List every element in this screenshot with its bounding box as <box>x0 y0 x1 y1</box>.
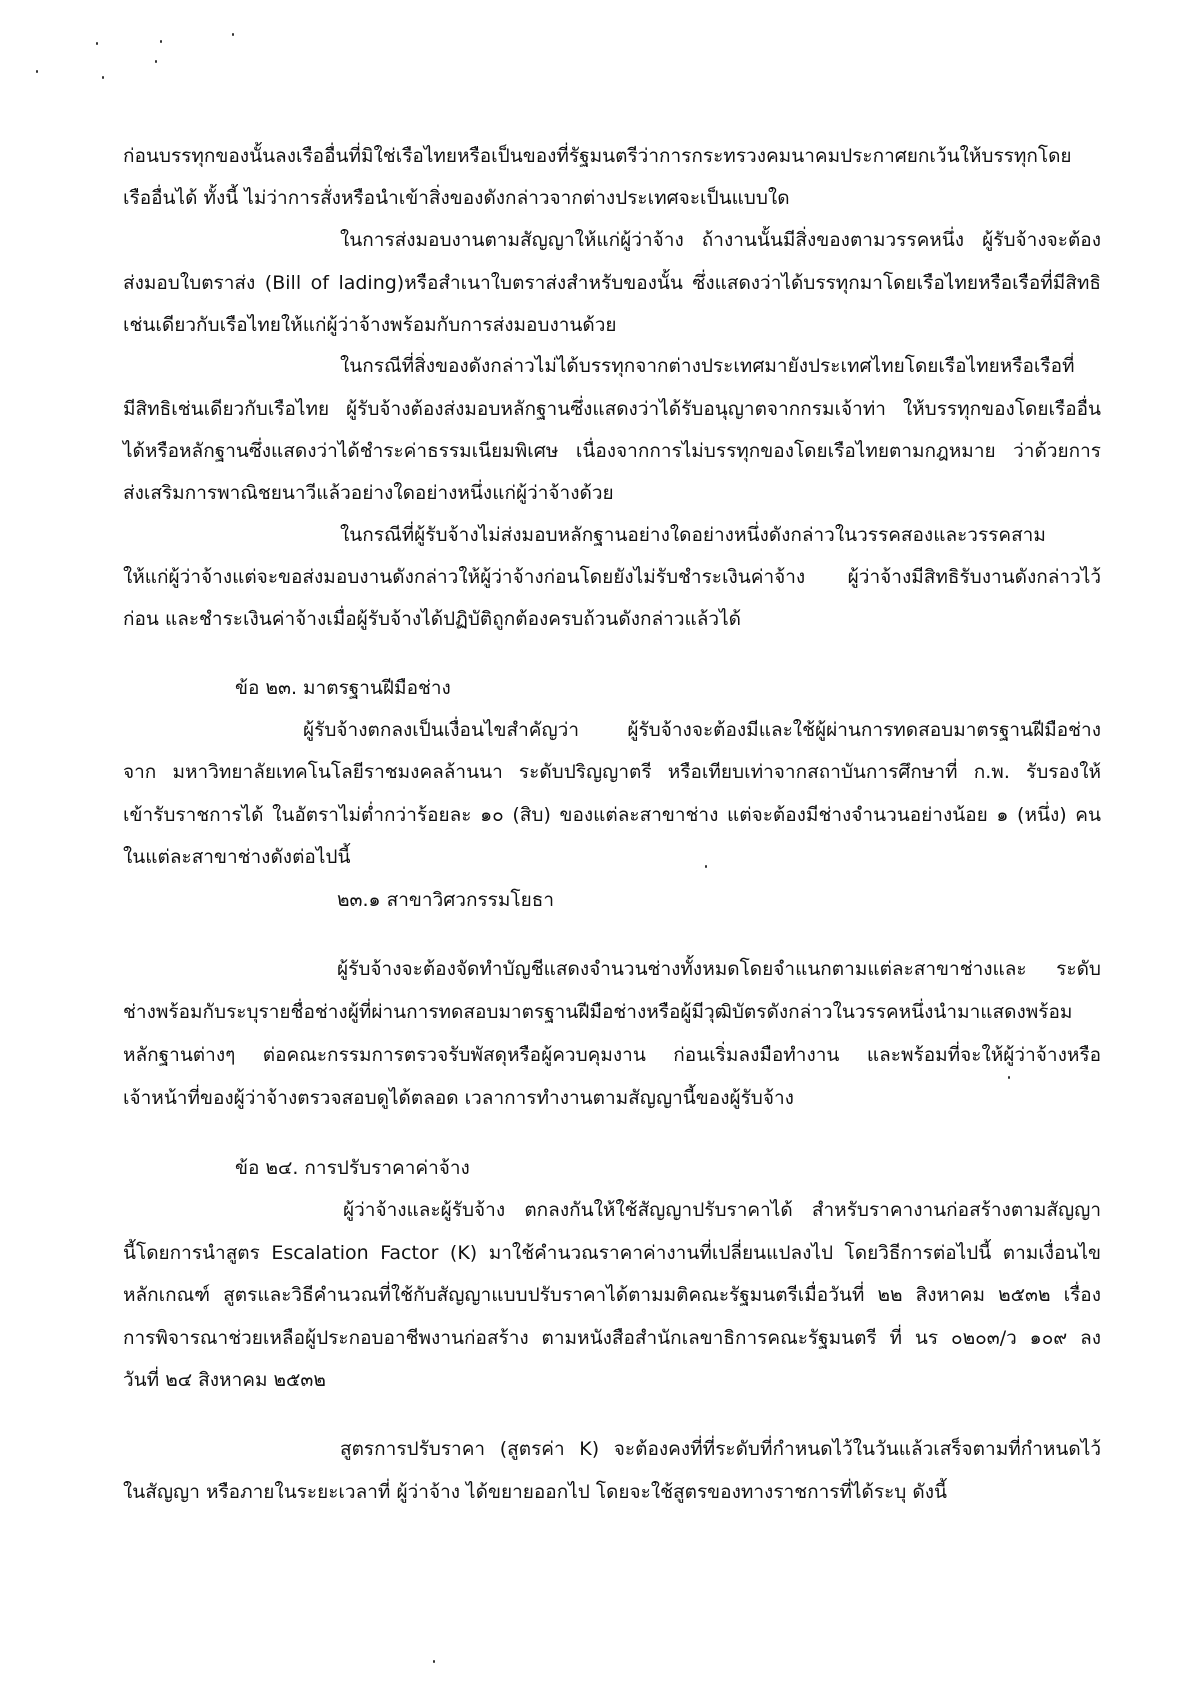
text-line: ให้แก่ผู้ว่าจ้างแต่จะขอส่งมอบงานดังกล่าวให้ผู้ว่าจ้างก่อนโดยยังไม่รับชำระเงินค่าจ้าง ผู้ว่าจ้างมีสิทธิรับงานดังกล่าวไว้ <box>123 566 1101 588</box>
text-line: เจ้าหน้าที่ของผู้ว่าจ้างตรวจสอบดูได้ตลอด เวลาการทำงานตามสัญญานี้ของผู้รับจ้าง <box>123 1087 794 1109</box>
section-heading: ข้อ ๒๓. มาตรฐานฝีมือช่าง <box>235 677 451 699</box>
scan-speck <box>433 1660 435 1663</box>
text-line: เรืออื่นได้ ทั้งนี้ ไม่ว่าการสั่งหรือนำเข้าสิ่งของดังกล่าวจากต่างประเทศจะเป็นแบบใด <box>123 187 790 209</box>
text-line: ในสัญญา หรือภายในระยะเวลาที่ ผู้ว่าจ้าง ได้ขยายออกไป โดยจะใช้สูตรของทางราชการที่ได้ระบุ ดังนี้ <box>123 1481 948 1503</box>
text-line: หลักเกณฑ์ สูตรและวิธีคำนวณที่ใช้กับสัญญาแบบปรับราคาได้ตามมติคณะรัฐมนตรีเมื่อวันที่ ๒๒ สิงหาคม ๒๕๓๒ เรื่อง <box>123 1284 1101 1306</box>
scan-speck <box>705 865 707 868</box>
text-line: ส่งมอบใบตราส่ง (Bill of lading)หรือสำเนาใบตราส่งสำหรับของนั้น ซึ่งแสดงว่าได้บรรทุกมาโดยเรือไทยหรือเรือที่มีสิทธิ <box>123 272 1101 294</box>
text-line: ช่างพร้อมกับระบุรายชื่อช่างผู้ที่ผ่านการทดสอบมาตรฐานฝีมือช่างหรือผู้มีวุฒิบัตรดังกล่าวในวรรคหนึ่งนำมาแสดงพร้อม <box>123 1001 1073 1023</box>
text-line: ก่อนบรรทุกของนั้นลงเรืออื่นที่มิใช่เรือไทยหรือเป็นของที่รัฐมนตรีว่าการกระทรวงคมนาคมประกาศยกเว้นให้บรรทุกโดย <box>123 145 1072 167</box>
paragraph-first-line: ผู้รับจ้างตกลงเป็นเงื่อนไขสำคัญว่า ผู้รับจ้างจะต้องมีและใช้ผู้ผ่านการทดสอบมาตรฐานฝีมือช่าง <box>303 719 1101 741</box>
scan-speck <box>155 60 157 63</box>
text-line: หลักฐานต่างๆ ต่อคณะกรรมการตรวจรับพัสดุหรือผู้ควบคุมงาน ก่อนเริ่มลงมือทำงาน และพร้อมที่จะให้ผู้ว่าจ้างหรือ <box>123 1044 1101 1066</box>
scan-speck <box>36 70 38 73</box>
text-line: ส่งเสริมการพาณิชยนาวีแล้วอย่างใดอย่างหนึ่งแก่ผู้ว่าจ้างด้วย <box>123 482 614 504</box>
text-line: การพิจารณาช่วยเหลือผู้ประกอบอาชีพงานก่อสร้าง ตามหนังสือสำนักเลขาธิการคณะรัฐมนตรี ที่ นร ๐๒๐๓/ว ๑๐๙ ลง <box>123 1327 1101 1349</box>
subsection-heading: ๒๓.๑ สาขาวิศวกรรมโยธา <box>337 889 555 911</box>
text-line: เช่นเดียวกับเรือไทยให้แก่ผู้ว่าจ้างพร้อมกับการส่งมอบงานด้วย <box>123 314 617 336</box>
text-line: ก่อน และชำระเงินค่าจ้างเมื่อผู้รับจ้างได้ปฏิบัติถูกต้องครบถ้วนดังกล่าวแล้วได้ <box>123 608 741 630</box>
scan-speck <box>1008 1076 1010 1079</box>
text-line: มีสิทธิเช่นเดียวกับเรือไทย ผู้รับจ้างต้องส่งมอบหลักฐานซึ่งแสดงว่าได้รับอนุญาตจากกรมเจ้าท่า ให้บรรทุกของโดยเรืออื่น <box>123 398 1101 420</box>
paragraph-first-line: ผู้รับจ้างจะต้องจัดทำบัญชีแสดงจำนวนช่างทั้งหมดโดยจำแนกตามแต่ละสาขาช่างและ ระดับ <box>337 958 1101 980</box>
paragraph-first-line: สูตรการปรับราคา (สูตรค่า K) จะต้องคงที่ที่ระดับที่กำหนดไว้ในวันแล้วเสร็จตามที่กำหนดไว้ <box>340 1438 1101 1460</box>
text-line: วันที่ ๒๔ สิงหาคม ๒๕๓๒ <box>123 1369 326 1391</box>
paragraph-first-line: ในการส่งมอบงานตามสัญญาให้แก่ผู้ว่าจ้าง ถ้างานนั้นมีสิ่งของตามวรรคหนึ่ง ผู้รับจ้างจะต้อง <box>340 229 1101 251</box>
scan-speck <box>96 42 98 45</box>
scan-speck <box>102 76 104 79</box>
section-heading: ข้อ ๒๔. การปรับราคาค่าจ้าง <box>235 1157 470 1179</box>
text-line: นี้โดยการนำสูตร Escalation Factor (K) มาใช้คำนวณราคาค่างานที่เปลี่ยนแปลงไป โดยวิธีการต่อไปนี้ ตามเงื่อนไข <box>123 1242 1101 1264</box>
paragraph-first-line: ในกรณีที่ผู้รับจ้างไม่ส่งมอบหลักฐานอย่างใดอย่างหนึ่งดังกล่าวในวรรคสองและวรรคสาม <box>340 524 1046 546</box>
scan-speck <box>160 40 162 43</box>
scan-speck <box>232 33 234 36</box>
text-line: ในแต่ละสาขาช่างดังต่อไปนี้ <box>123 846 351 868</box>
paragraph-first-line: ในกรณีที่สิ่งของดังกล่าวไม่ได้บรรทุกจากต่างประเทศมายังประเทศไทยโดยเรือไทยหรือเรือที่ <box>340 355 1075 377</box>
text-line: เข้ารับราชการได้ ในอัตราไม่ต่ำกว่าร้อยละ ๑๐ (สิบ) ของแต่ละสาขาช่าง แต่จะต้องมีช่างจำนวนอย่างน้อย ๑ (หนึ่ง) คน <box>123 804 1101 826</box>
text-line: ได้หรือหลักฐานซึ่งแสดงว่าได้ชำระค่าธรรมเนียมพิเศษ เนื่องจากการไม่บรรทุกของโดยเรือไทยตามกฎหมาย ว่าด้วยการ <box>123 440 1101 462</box>
paragraph-first-line: ผู้ว่าจ้างและผู้รับจ้าง ตกลงกันให้ใช้สัญญาปรับราคาได้ สำหรับราคางานก่อสร้างตามสัญญา <box>343 1199 1101 1221</box>
text-line: จาก มหาวิทยาลัยเทคโนโลยีราชมงคลล้านนา ระดับปริญญาตรี หรือเทียบเท่าจากสถาบันการศึกษาที่ ก.พ. รับรองให้ <box>123 761 1101 783</box>
